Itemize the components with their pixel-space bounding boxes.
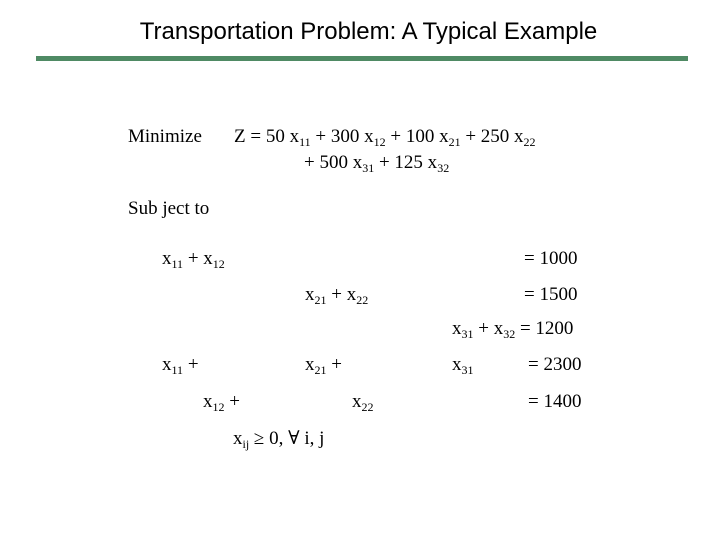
constraint-4-term-3: $x_{31}$ — [452, 354, 474, 377]
constraint-3: $x_{31} + x_{32} = 1200$ — [452, 318, 574, 341]
constraint-4-rhs: = 2300 — [528, 354, 582, 375]
slide-title: Transportation Problem: A Typical Example — [139, 18, 598, 45]
objective-line-2: + 500 $x_{31} + 125$ $x_{32}$ — [304, 152, 450, 175]
constraint-1-lhs: $x_{11} + x_{12}$ — [162, 248, 225, 271]
constraint-2-rhs: = 1500 — [524, 284, 578, 305]
constraint-2-lhs: $x_{21} + x_{22}$ — [305, 284, 369, 307]
nonnegativity-constraint: $x_{ij} \ge 0$, ∀ i, j — [233, 428, 325, 451]
constraint-5-term-1: $x_{12}$ + — [203, 391, 240, 414]
objective-line-1: Z = 50 $x_{11} + 300$ $x_{12} + 100$ $x_{21} + 250$ $x_{22}$ — [234, 126, 536, 149]
constraint-5-rhs: = 1400 — [528, 391, 582, 412]
constraint-5-term-2: $x_{22}$ — [352, 391, 374, 414]
subject-to-label: Sub ject to — [128, 198, 210, 219]
constraint-4-term-1: $x_{11}$ + — [162, 354, 199, 377]
minimize-label: Minimize — [128, 126, 202, 147]
constraint-4-term-2: $x_{21}$ + — [305, 354, 342, 377]
title-underline — [36, 56, 688, 61]
constraint-1-rhs: = 1000 — [524, 248, 578, 269]
